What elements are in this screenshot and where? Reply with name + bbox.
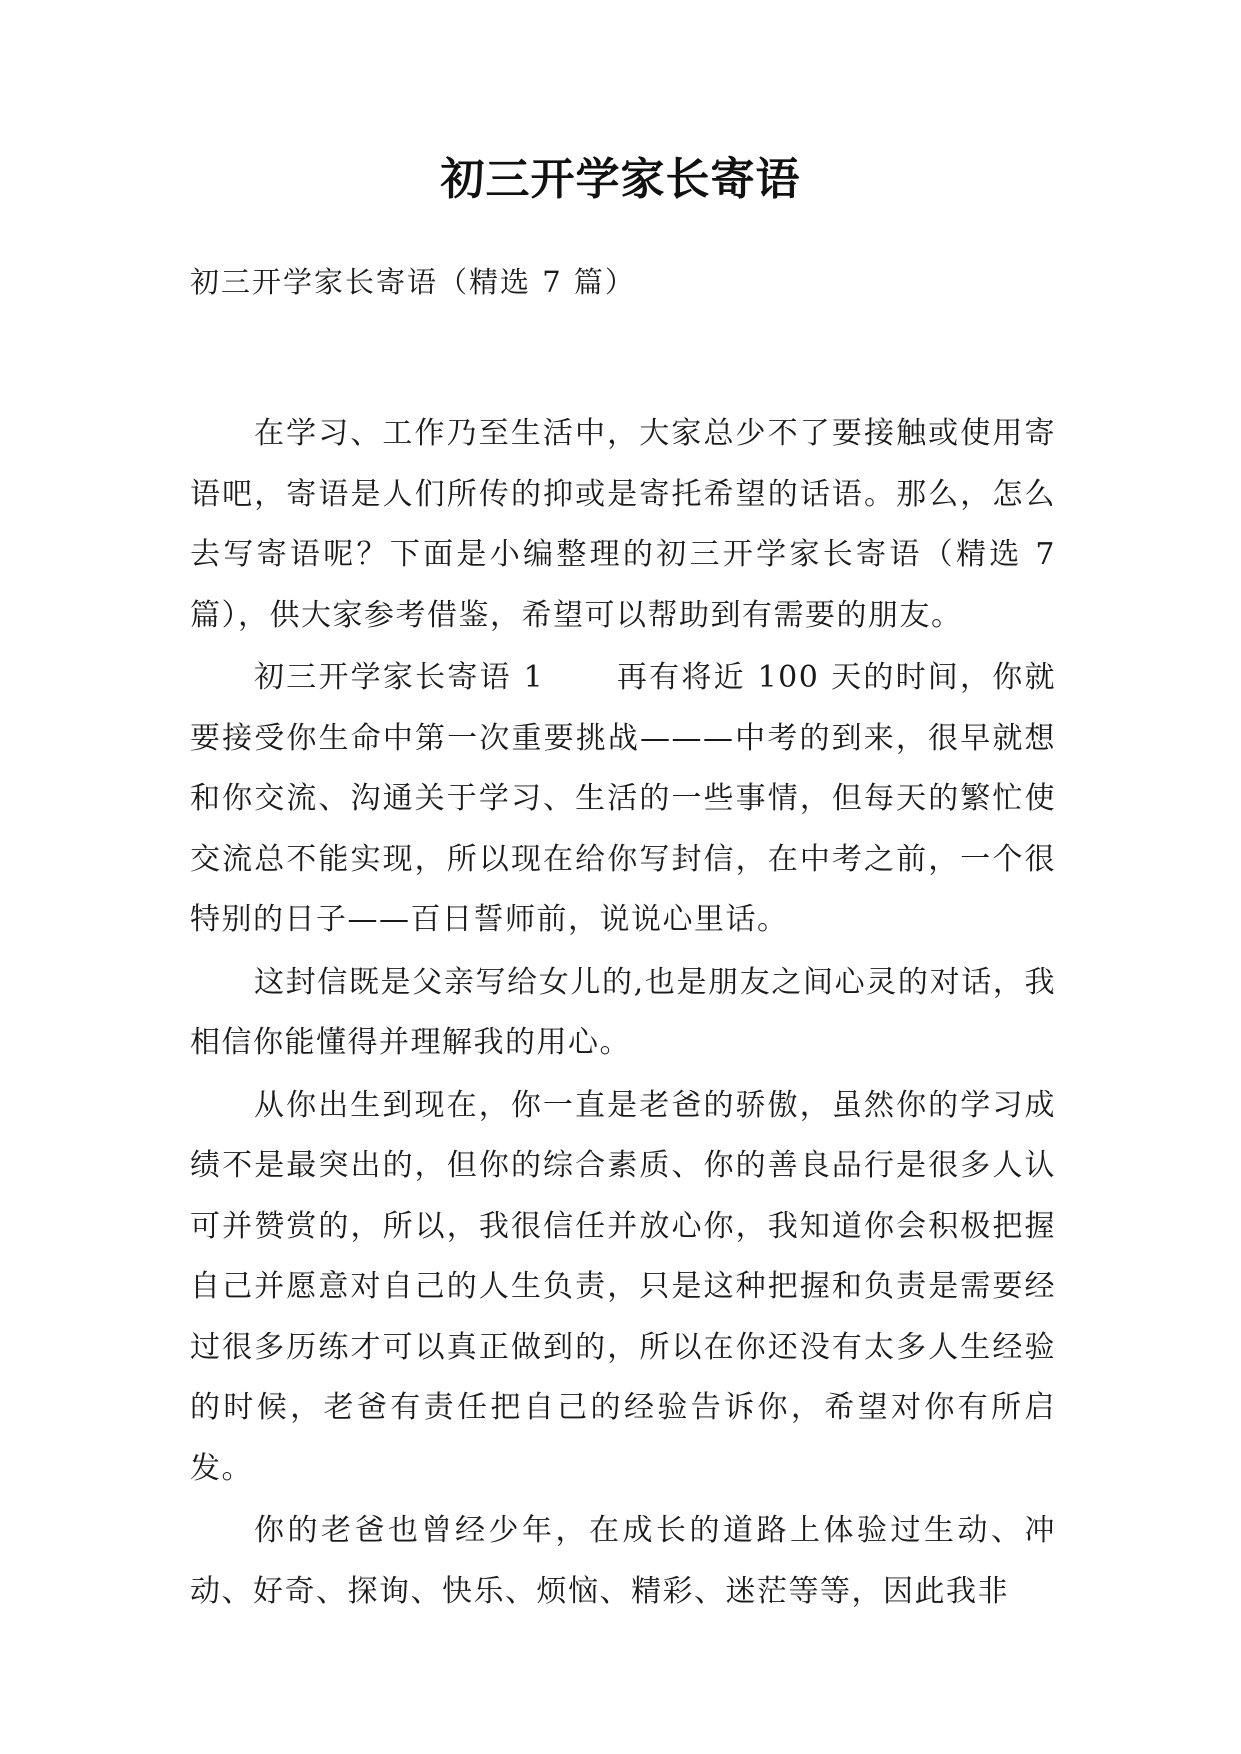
document-body bbox=[190, 404, 1056, 1624]
section-1-text: 再有将近 100 天的时间，你就要接受你生命中第一次重要挑战———中考的到来，很早就想和你交流、沟通关于学习、生活的一些事情，但每天的繁忙使交流总不能实现，所以现在给你写封信，在中考之前，一个很特别的日子——百日誓师前，说说心里话。 bbox=[190, 660, 1056, 937]
intro-paragraph: 在学习、工作乃至生活中，大家总少不了要接触或使用寄语吧，寄语是人们所传的抑或是寄托希望的话语。那么，怎么去写寄语呢？下面是小编整理的初三开学家长寄语（精选 7 篇），供大家参考借鉴，希望可以帮助到有需要的朋友。 bbox=[190, 416, 1056, 633]
body-paragraph: 这封信既是父亲写给女儿的,也是朋友之间心灵的对话，我相信你能懂得并理解我的用心。 bbox=[190, 964, 1056, 1060]
body-paragraph: 你的老爸也曾经少年，在成长的道路上体验过生动、冲动、好奇、探询、快乐、烦恼、精彩、迷茫等等，因此我非 bbox=[190, 1513, 1056, 1609]
section-1-paragraph bbox=[190, 648, 1056, 951]
document-title: 初三开学家长寄语 bbox=[440, 154, 801, 205]
section-1-heading: 初三开学家长寄语 1 bbox=[254, 660, 545, 695]
document-subtitle: 初三开学家长寄语（精选 7 篇） bbox=[190, 265, 636, 299]
body-paragraph: 从你出生到现在，你一直是老爸的骄傲，虽然你的学习成绩不是最突出的，但你的综合素质、你的善良品行是很多人认可并赞赏的，所以，我很信任并放心你，我知道你会积极把握自己并愿意对自己的人生负责，只是这种把握和负责是需要经过很多历练才可以真正做到的，所以在你还没有太多人生经验的时候，老爸有责任把自己的经验告诉你，希望对你有所启发。 bbox=[190, 1087, 1056, 1486]
